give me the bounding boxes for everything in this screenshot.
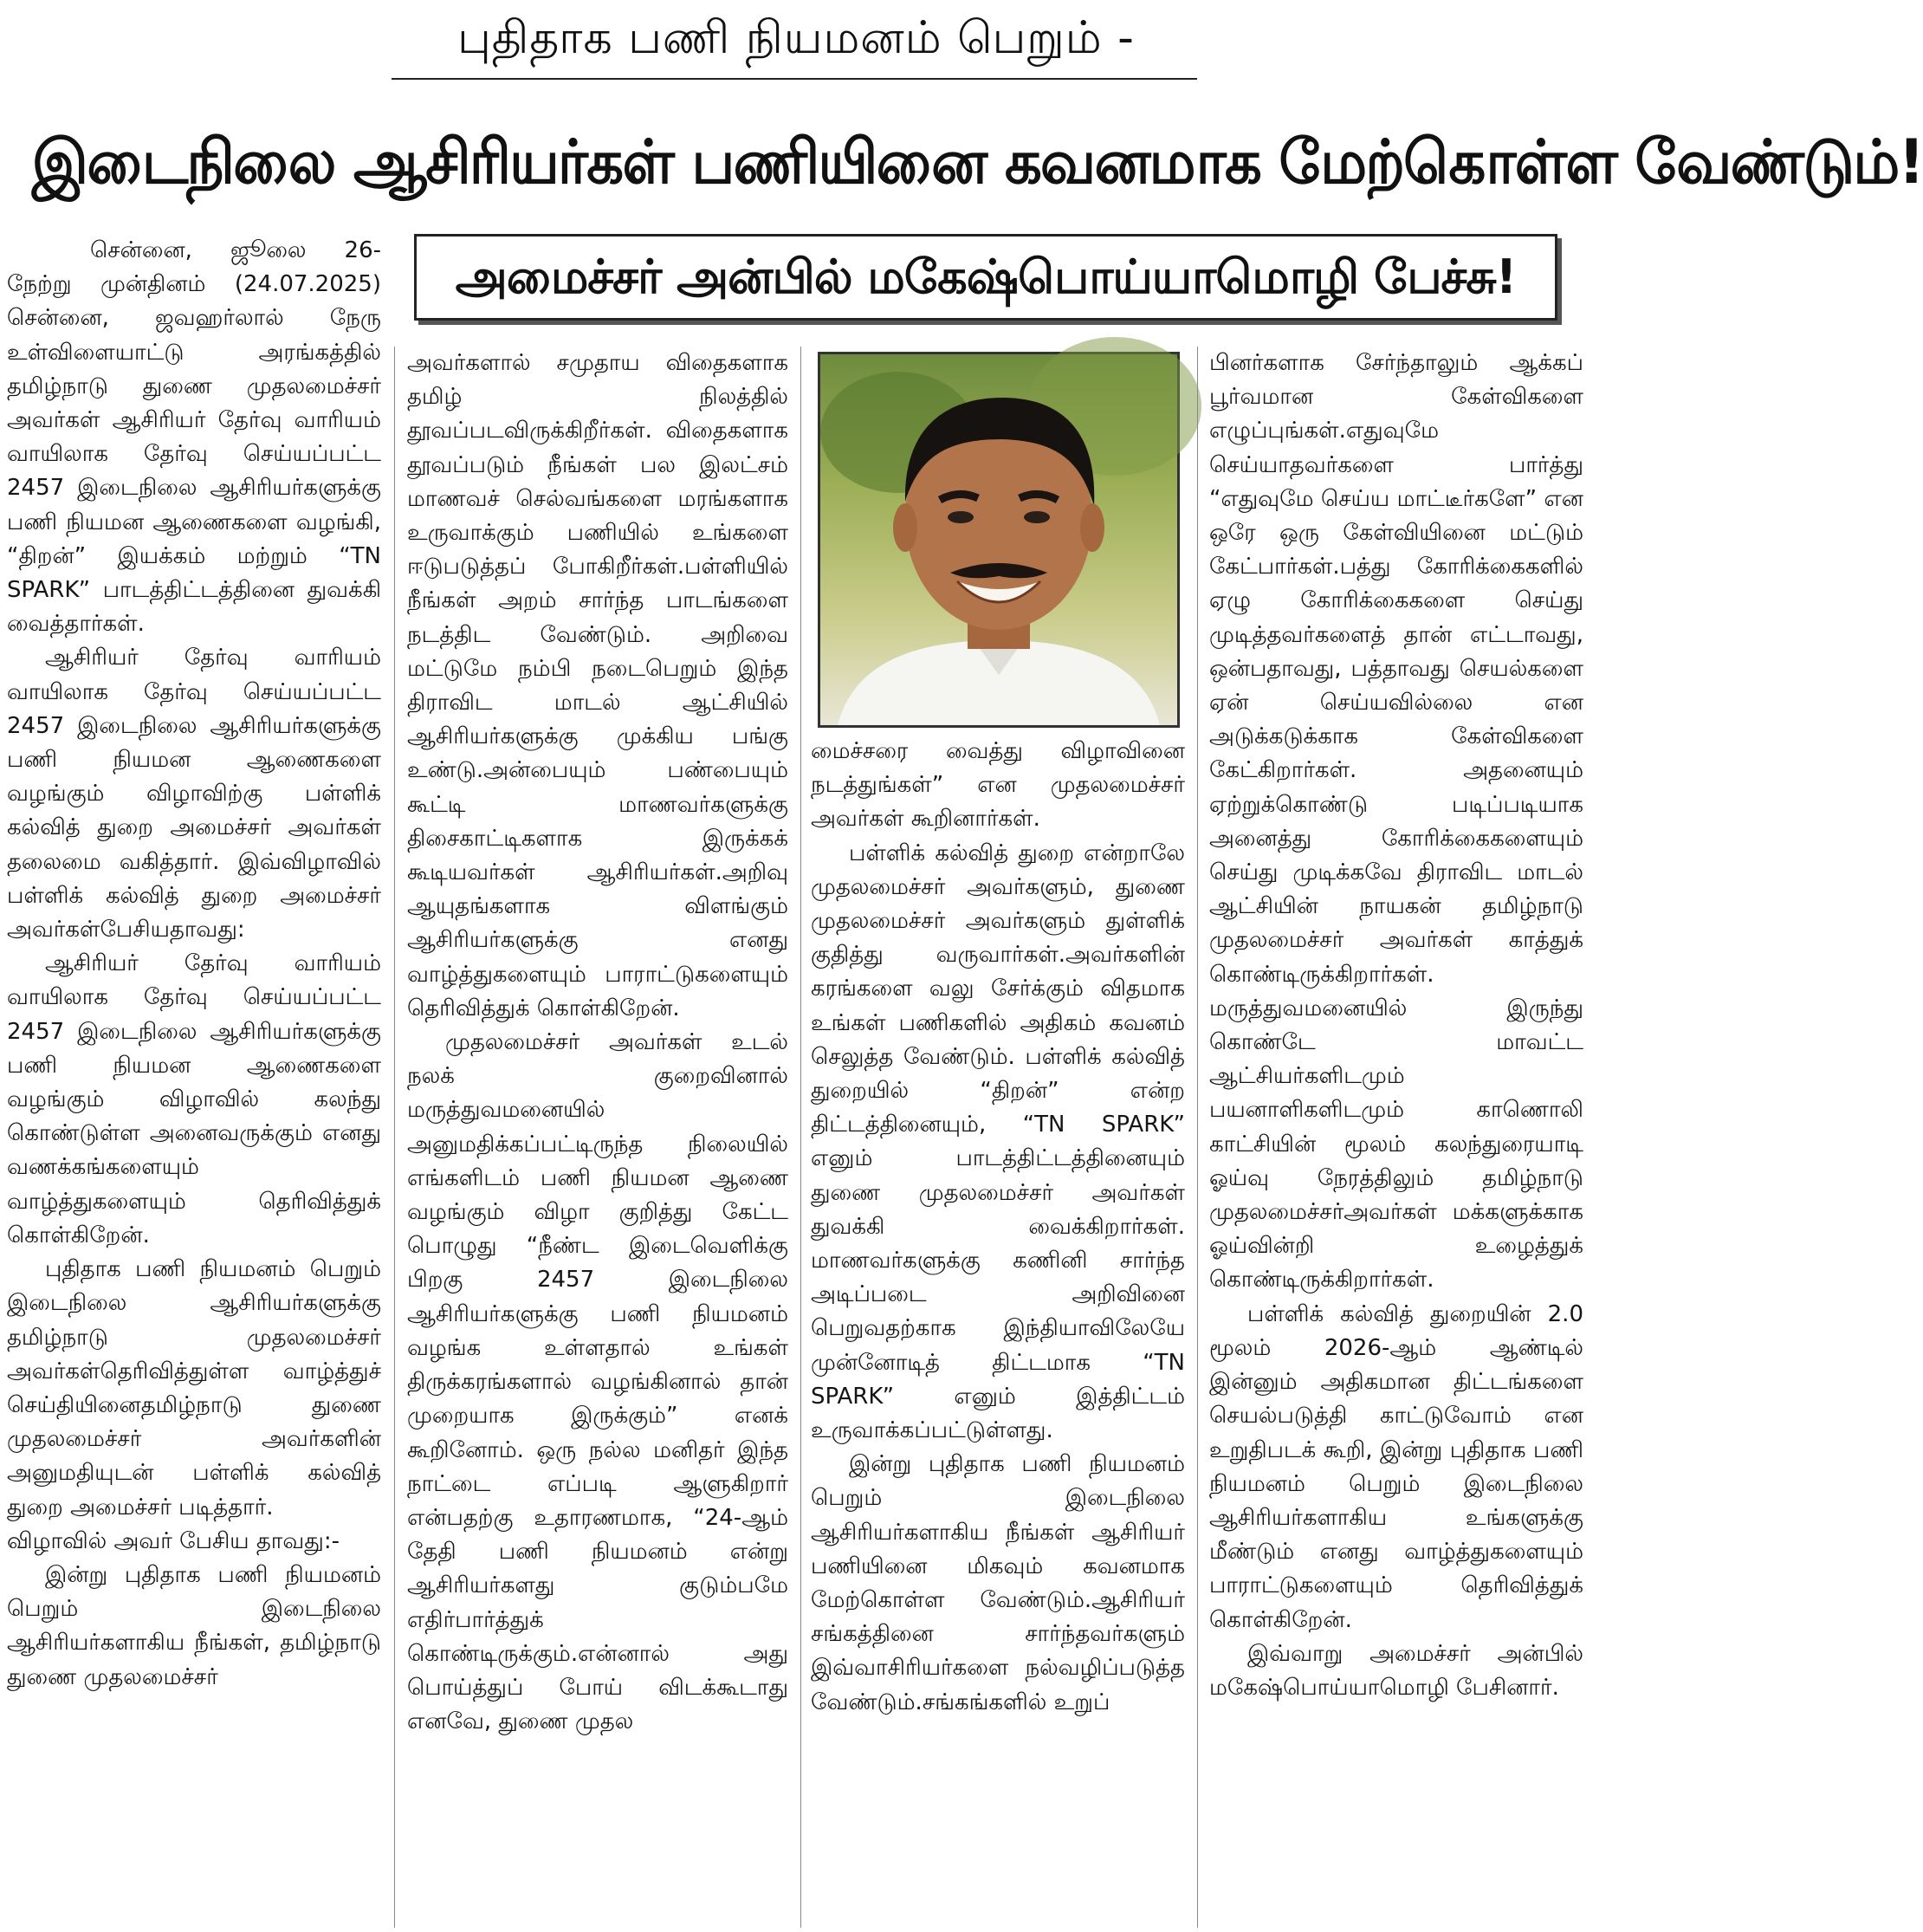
subheadline-box: அமைச்சர் அன்பில் மகேஷ்பொய்யாமொழி பேச்சு! <box>414 234 1557 321</box>
column-divider <box>1197 347 1198 1928</box>
kicker-underline <box>392 78 1197 80</box>
paragraph: ஆசிரியர் தேர்வு வாரியம் வாயிலாக தேர்வு செய்யப்பட்ட 2457 இடைநிலை ஆசிரியர்களுக்கு பணி நியமன ஆணைகளை வழங்கும் விழாவில் கலந்து கொண்டுள்ள அனைவருக்கும் எனது வணக்கங்களையும் வாழ்த்துகளையும் தெரிவித்துக் கொள்கிறேன். <box>7 950 381 1248</box>
paragraph: சென்னை, ஜூலை 26- நேற்று முன்தினம் (24.07.2025) சென்னை, ஜவஹர்லால் நேரு உள்விளையாட்டு அரங்கத்தில் தமிழ்நாடு துணை முதலமைச்சர் அவர்கள் ஆசிரியர் தேர்வு வாரியம் வாயிலாக தேர்வு செய்யப்பட்ட 2457 இடைநிலை ஆசிரியர்களுக்கு பணி நியமன ஆணைகளை வழங்கி, “திறன்” இயக்கம் மற்றும் “TN SPARK” பாடத்திட்டத்தினை துவக்கி வைத்தார்கள். <box>7 237 381 638</box>
paragraph: பள்ளிக் கல்வித் துறை என்றாலே முதலமைச்சர் அவர்களும், துணை முதலமைச்சர் அவர்களும் துள்ளிக் குதித்து வருவார்கள்.அவர்களின் கரங்களை வலு சேர்க்கும் விதமாக உங்கள் பணிகளில் அதிகம் கவனம் செலுத்த வேண்டும். பள்ளிக் கல்வித் துறையில் “திறன்” என்ற திட்டத்தினையும், “TN SPARK” எனும் பாடத்திட்டத்தினையும் துணை முதலமைச்சர் அவர்கள் துவக்கி வைக்கிறார்கள். மாணவர்களுக்கு கணினி சார்ந்த அடிப்படை அறிவினை பெறுவதற்காக இந்தியாவிலேயே முன்னோடித் திட்டமாக “TN SPARK” எனும் இத்திட்டம் உருவாக்கப்பட்டுள்ளது. <box>811 840 1185 1444</box>
paragraph: இன்று புதிதாக பணி நியமனம் பெறும் இடைநிலை ஆசிரியர்களாகிய நீங்கள் ஆசிரியர் பணியினை மிகவும் கவனமாக மேற்கொள்ள வேண்டும்.ஆசிரியர் சங்கத்தினை சார்ந்தவர்களும் இவ்வாசிரியர்களை நல்வழிப்படுத்த வேண்டும்.சங்கங்களில் உறுப் <box>811 1451 1185 1715</box>
paragraph: மைச்சரை வைத்து விழாவினை நடத்துங்கள்” என முதலமைச்சர் அவர்கள் கூறினார்கள். <box>811 738 1185 833</box>
article-column-2 <box>407 347 788 1928</box>
kicker-title: புதிதாக பணி நியமனம் பெறும் - <box>457 12 1135 64</box>
column-divider <box>800 347 801 1928</box>
column-divider <box>394 347 395 1928</box>
headline: இடைநிலை ஆசிரியர்கள் பணியினை கவனமாக மேற்கொள்ள வேண்டும்! <box>31 126 1923 198</box>
paragraph: பள்ளிக் கல்வித் துறையின் 2.0 மூலம் 2026-ஆம் ஆண்டில் இன்னும் அதிகமான திட்டங்களை செயல்படுத்தி காட்டுவோம் என உறுதிபடக் கூறி, இன்று புதிதாக பணி நியமனம் பெறும் இடைநிலை ஆசிரியர்களாகிய உங்களுக்கு மீண்டும் எனது வாழ்த்துகளையும் பாராட்டுகளையும் தெரிவித்துக் கொள்கிறேன். <box>1209 1300 1583 1633</box>
paragraph: பினர்களாக சேர்ந்தாலும் ஆக்கப் பூர்வமான கேள்விகளை எழுப்புங்கள்.எதுவுமே செய்யாதவர்களை பார்த்து “எதுவுமே செய்ய மாட்டீர்களே” என ஒரே ஒரு கேள்வியினை மட்டும் கேட்பார்கள்.பத்து கோரிக்கைகளில் ஏழு கோரிக்கைகளை செய்து முடித்தவர்களைத் தான் எட்டாவது, ஒன்பதாவது, பத்தாவது செயல்களை ஏன் செய்யவில்லை என அடுக்கடுக்காக கேள்விகளை கேட்கிறார்கள். அதனையும் ஏற்றுக்கொண்டு படிப்படியாக அனைத்து கோரிக்கைகளையும் செய்து முடிக்கவே திராவிட மாடல் ஆட்சியின் நாயகன் தமிழ்நாடு முதலமைச்சர் அவர்கள் காத்துக் கொண்டிருக்கிறார்கள். மருத்துவமனையில் இருந்து கொண்டே மாவட்ட ஆட்சியர்களிடமும் பயனாளிகளிடமும் காணொலி காட்சியின் மூலம் கலந்துரையாடி ஓய்வு நேரத்திலும் தமிழ்நாடு முதலமைச்சர்அவர்கள் மக்களுக்காக ஓய்வின்றி உழைத்துக் கொண்டிருக்கிறார்கள். <box>1209 350 1583 1293</box>
article-column-1 <box>7 234 381 1928</box>
paragraph: அவர்களால் சமுதாய விதைகளாக தமிழ் நிலத்தில் தூவப்படவிருக்கிறீர்கள். விதைகளாக தூவப்படும் நீங்கள் பல இலட்சம் மாணவச் செல்வங்களை மரங்களாக உருவாக்கும் பணியில் உங்களை ஈடுபடுத்தப் போகிறீர்கள்.பள்ளியில் நீங்கள் அறம் சார்ந்த பாடங்களை நடத்திட வேண்டும். அறிவை மட்டுமே நம்பி நடைபெறும் இந்த திராவிட மாடல் ஆட்சியில் ஆசிரியர்களுக்கு முக்கிய பங்கு உண்டு.அன்பையும் பண்பையும் கூட்டி மாணவர்களுக்கு திசைகாட்டிகளாக இருக்கக் கூடியவர்கள் ஆசிரியர்கள்.அறிவு ஆயுதங்களாக விளங்கும் ஆசிரியர்களுக்கு எனது வாழ்த்துகளையும் பாராட்டுகளையும் தெரிவித்துக் கொள்கிறேன். <box>407 350 788 1021</box>
minister-portrait-icon <box>818 352 1180 728</box>
paragraph: இன்று புதிதாக பணி நியமனம் பெறும் இடைநிலை ஆசிரியர்களாகிய நீங்கள், தமிழ்நாடு துணை முதலமைச்சர் <box>7 1561 381 1690</box>
paragraph: இவ்வாறு அமைச்சர் அன்பில் மகேஷ்பொய்யாமொழி பேசினார். <box>1209 1640 1583 1701</box>
paragraph: விழாவில் அவர் பேசிய தாவது:- <box>7 1527 340 1554</box>
article-column-3 <box>811 735 1185 1928</box>
paragraph: முதலமைச்சர் அவர்கள் உடல் நலக் குறைவினால் மருத்துவமனையில் அனுமதிக்கப்பட்டிருந்த நிலையில் எங்களிடம் பணி நியமன ஆணை வழங்கும் விழா குறித்து கேட்ட பொழுது “நீண்ட இடைவெளிக்கு பிறகு 2457 இடைநிலை ஆசிரியர்களுக்கு பணி நியமனம் வழங்க உள்ளதால் உங்கள் திருக்கரங்களால் வழங்கினால் தான் முறையாக இருக்கும்” எனக் கூறினோம். ஒரு நல்ல மனிதர் இந்த நாட்டை எப்படி ஆளுகிறார் என்பதற்கு உதாரணமாக, “24-ஆம் தேதி பணி நியமனம் என்று ஆசிரியர்களது குடும்பமே எதிர்பார்த்துக் கொண்டிருக்கும்.என்னால் அது பொய்த்துப் போய் விடக்கூடாது எனவே, துணை முதல <box>407 1029 788 1735</box>
paragraph: புதிதாக பணி நியமனம் பெறும் இடைநிலை ஆசிரியர்களுக்கு தமிழ்நாடு முதலமைச்சர் அவர்கள்தெரிவித்துள்ள வாழ்த்துச் செய்தியினைதமிழ்நாடு துணை முதலமைச்சர் அவர்களின் அனுமதியுடன் பள்ளிக் கல்வித் துறை அமைச்சர் படித்தார். <box>7 1256 381 1520</box>
paragraph: ஆசிரியர் தேர்வு வாரியம் வாயிலாக தேர்வு செய்யப்பட்ட 2457 இடைநிலை ஆசிரியர்களுக்கு பணி நியமன ஆணைகளை வழங்கும் விழாவிற்கு பள்ளிக் கல்வித் துறை அமைச்சர் அவர்கள் தலைமை வகித்தார். இவ்விழாவில் பள்ளிக் கல்வித் துறை அமைச்சர் அவர்கள்பேசியதாவது: <box>7 645 381 943</box>
article-column-4 <box>1209 347 1583 1928</box>
